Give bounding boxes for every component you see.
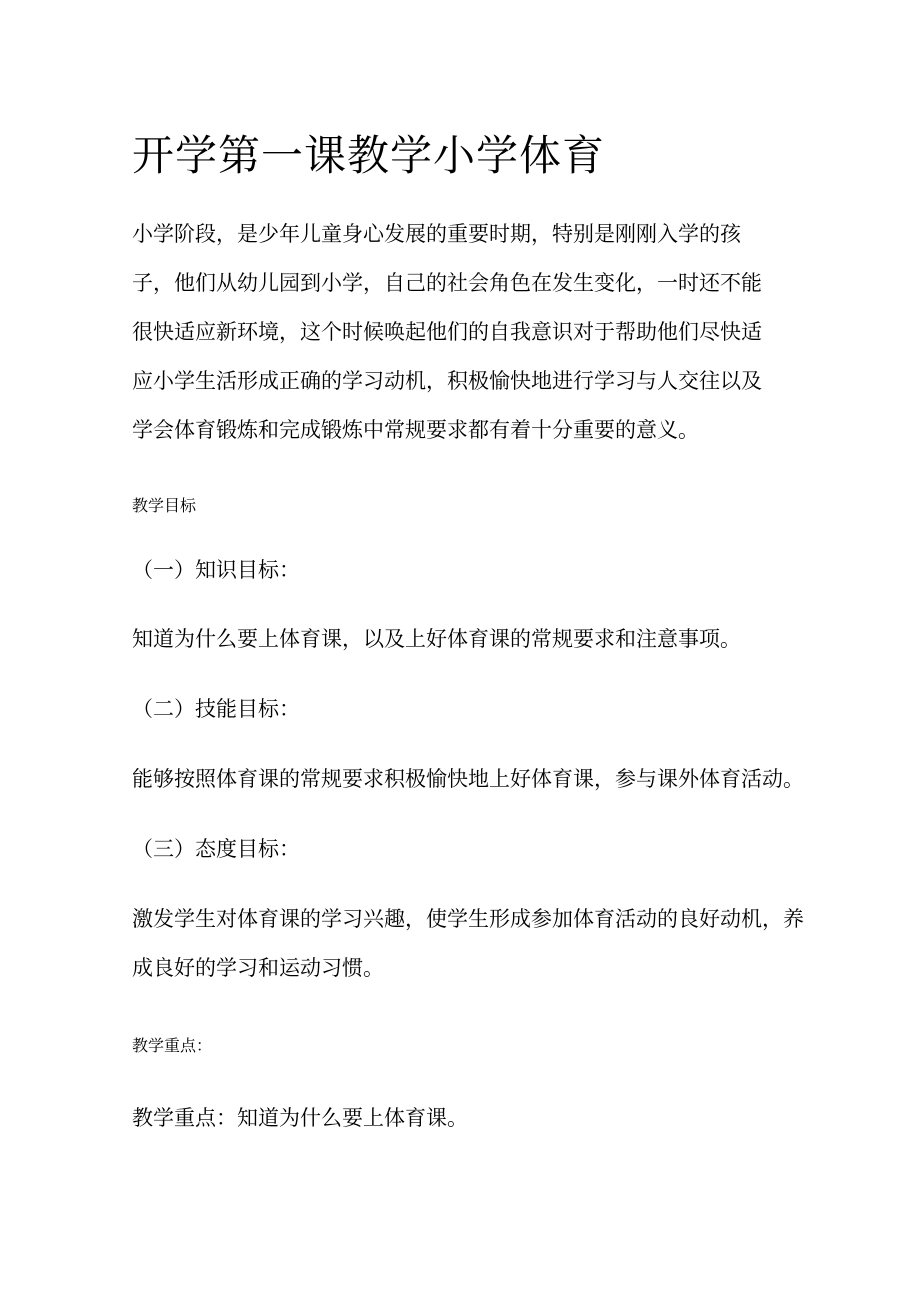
- document-title: 开学第一课教学小学体育: [132, 131, 606, 180]
- intro-paragraph: 小学阶段，是少年儿童身心发展的重要时期，特别是刚刚入学的孩子，他们从幼儿园到小学，自己的社会角色在发生变化，一时还不能很快适应新环境，这个时候唤起他们的自我意识对于帮助他们尽快适应小学生活形成正确的学习动机，积极愉快地进行学习与人交往以及学会体育锻炼和完成锻炼中常规要求都有着十分重要的意义。: [132, 222, 762, 442]
- skill-goal-text: 能够按照体育课的常规要求积极愉快地上好体育课，参与课外体育活动。: [132, 767, 804, 791]
- attitude-goal-heading: （三）态度目标：: [132, 837, 300, 861]
- knowledge-goal-heading: （一）知识目标：: [132, 558, 300, 582]
- key-point-heading: 教学重点：: [132, 1036, 213, 1055]
- key-point-text: 教学重点：知道为什么要上体育课。: [132, 1106, 468, 1130]
- knowledge-goal-text: 知道为什么要上体育课，以及上好体育课的常规要求和注意事项。: [132, 627, 741, 651]
- attitude-goal-text-line-2: 成良好的学习和运动习惯。: [132, 956, 384, 980]
- skill-goal-heading: （二）技能目标：: [132, 697, 300, 721]
- attitude-goal-text-line-1: 激发学生对体育课的学习兴趣，使学生形成参加体育活动的良好动机，养: [132, 907, 804, 931]
- teaching-goals-heading: 教学目标: [132, 496, 197, 515]
